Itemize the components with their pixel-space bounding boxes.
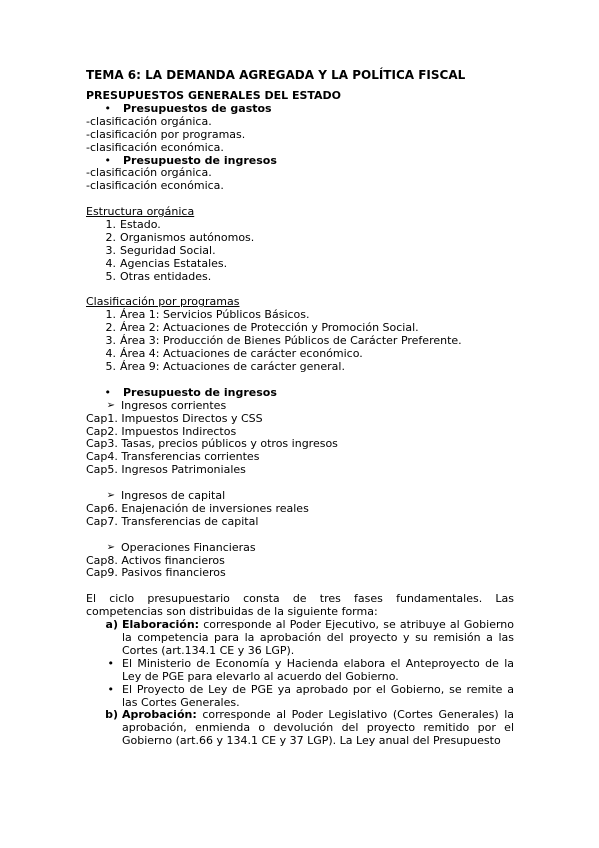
organica-item — [86, 271, 514, 284]
list-number: 3. — [105, 334, 116, 348]
elaboracion-text — [122, 619, 514, 658]
cap-line: Cap2. Impuestos Indirectos — [86, 424, 237, 438]
cap-line: Cap4. Transferencias corrientes — [86, 450, 260, 464]
bullet-icon: • — [104, 385, 111, 399]
ciclo-intro: El ciclo presupuestario consta de tres fases fundamentales. Las competencias son distribuidas de la siguiente forma: — [86, 592, 514, 619]
gastos-heading: Presupuestos de gastos — [123, 101, 272, 115]
ingresos-heading: Presupuesto de ingresos — [123, 153, 277, 167]
list-text: Otras entidades. — [120, 269, 212, 283]
document-title: TEMA 6: LA DEMANDA AGREGADA Y LA POLÍTICA FISCAL — [86, 68, 466, 82]
cap-line: Cap1. Impuestos Directos y CSS — [86, 411, 263, 425]
capital-label: Ingresos de capital — [121, 489, 226, 503]
pge-heading: PRESUPUESTOS GENERALES DEL ESTADO — [86, 89, 342, 102]
gastos-item: -clasificación económica. — [86, 140, 224, 154]
programas-item — [86, 361, 514, 374]
list-text: Área 3: Producción de Bienes Públicos de Carácter Preferente. — [120, 334, 462, 348]
list-number: 5. — [105, 360, 116, 373]
ingresos-item: -clasificación orgánica. — [86, 166, 212, 180]
list-number: 3. — [105, 243, 116, 257]
organica-item — [86, 232, 514, 245]
organica-item — [86, 245, 514, 258]
list-number: 4. — [105, 256, 116, 270]
list-letter: a) — [105, 618, 118, 632]
list-text: Agencias Estatales. — [120, 256, 228, 270]
corrientes-label: Ingresos corrientes — [121, 398, 227, 412]
list-text: Área 1: Servicios Públicos Básicos. — [120, 308, 310, 322]
sub-bullet-text: El Proyecto de Ley de PGE ya aprobado por el Gobierno, se remite a las Cortes Generales. — [122, 682, 514, 709]
cap-line: Cap8. Activos financieros — [86, 553, 225, 567]
list-text: Estado. — [120, 218, 161, 232]
elaboracion-bold: Elaboración: — [122, 618, 200, 632]
gastos-item: -clasificación por programas. — [86, 127, 246, 141]
programas-heading: Clasificación por programas — [86, 295, 240, 309]
bullet-icon: • — [107, 682, 114, 696]
list-number: 1. — [105, 308, 116, 322]
elaboracion-item — [86, 619, 514, 658]
capital-arrow — [86, 490, 514, 503]
arrow-icon: ➢ — [106, 490, 115, 502]
document-content — [86, 68, 514, 748]
cap-line: Cap6. Enajenación de inversiones reales — [86, 501, 309, 515]
list-number: 2. — [105, 230, 116, 244]
list-number: 4. — [105, 347, 116, 361]
cap-line: Cap9. Pasivos financieros — [86, 566, 226, 580]
bullet-icon: • — [104, 153, 111, 167]
cap-line: Cap7. Transferencias de capital — [86, 514, 259, 528]
arrow-icon: ➢ — [106, 541, 115, 553]
gastos-item: -clasificación orgánica. — [86, 114, 212, 128]
sub-bullet-item — [86, 658, 514, 684]
list-text: Organismos autónomos. — [120, 230, 255, 244]
list-text: Área 9: Actuaciones de carácter general. — [120, 360, 345, 373]
list-text: Área 4: Actuaciones de carácter económico. — [120, 347, 363, 361]
ingresos2-heading: Presupuesto de ingresos — [123, 385, 277, 399]
list-text: Área 2: Actuaciones de Protección y Promoción Social. — [120, 321, 419, 335]
aprobacion-item — [86, 709, 514, 748]
sub-bullet-text: El Ministerio de Economía y Hacienda elabora el Anteproyecto de la Ley de PGE para elevarlo al acuerdo del Gobierno. — [122, 656, 514, 683]
list-letter: b) — [105, 708, 118, 722]
bullet-icon: • — [107, 656, 114, 670]
aprobacion-text — [122, 709, 514, 748]
sub-bullet-item — [86, 684, 514, 710]
gastos-bullet — [86, 103, 514, 116]
bullet-icon: • — [104, 101, 111, 115]
cap-line: Cap5. Ingresos Patrimoniales — [86, 463, 246, 477]
list-text: Seguridad Social. — [120, 243, 216, 257]
cap-line: Cap3. Tasas, precios públicos y otros ingresos — [86, 437, 338, 451]
ingresos-item: -clasificación económica. — [86, 179, 224, 193]
list-number: 1. — [105, 218, 116, 232]
list-number: 5. — [105, 269, 116, 283]
ingresos2-bullet — [86, 387, 514, 400]
aprobacion-body: corresponde al Poder Legislativo (Cortes Generales) la aprobación, enmienda o devolución del proyecto remitido por el Gobierno (art.66 y 134.1 CE y 37 LGP). La Ley anual del Presupuesto — [122, 708, 514, 748]
corrientes-arrow — [86, 400, 514, 413]
financieras-label: Operaciones Financieras — [121, 540, 256, 554]
aprobacion-bold: Aprobación: — [122, 708, 197, 722]
financieras-arrow — [86, 542, 514, 555]
organica-item — [86, 258, 514, 271]
organica-heading: Estructura orgánica — [86, 205, 195, 219]
list-number: 2. — [105, 321, 116, 335]
arrow-icon: ➢ — [106, 399, 115, 411]
elaboracion-body: corresponde al Poder Ejecutivo, se atribuye al Gobierno la competencia para la aprobación del proyecto y su remisión a las Cortes (art.134.1 CE y 36 LGP). — [122, 618, 514, 657]
